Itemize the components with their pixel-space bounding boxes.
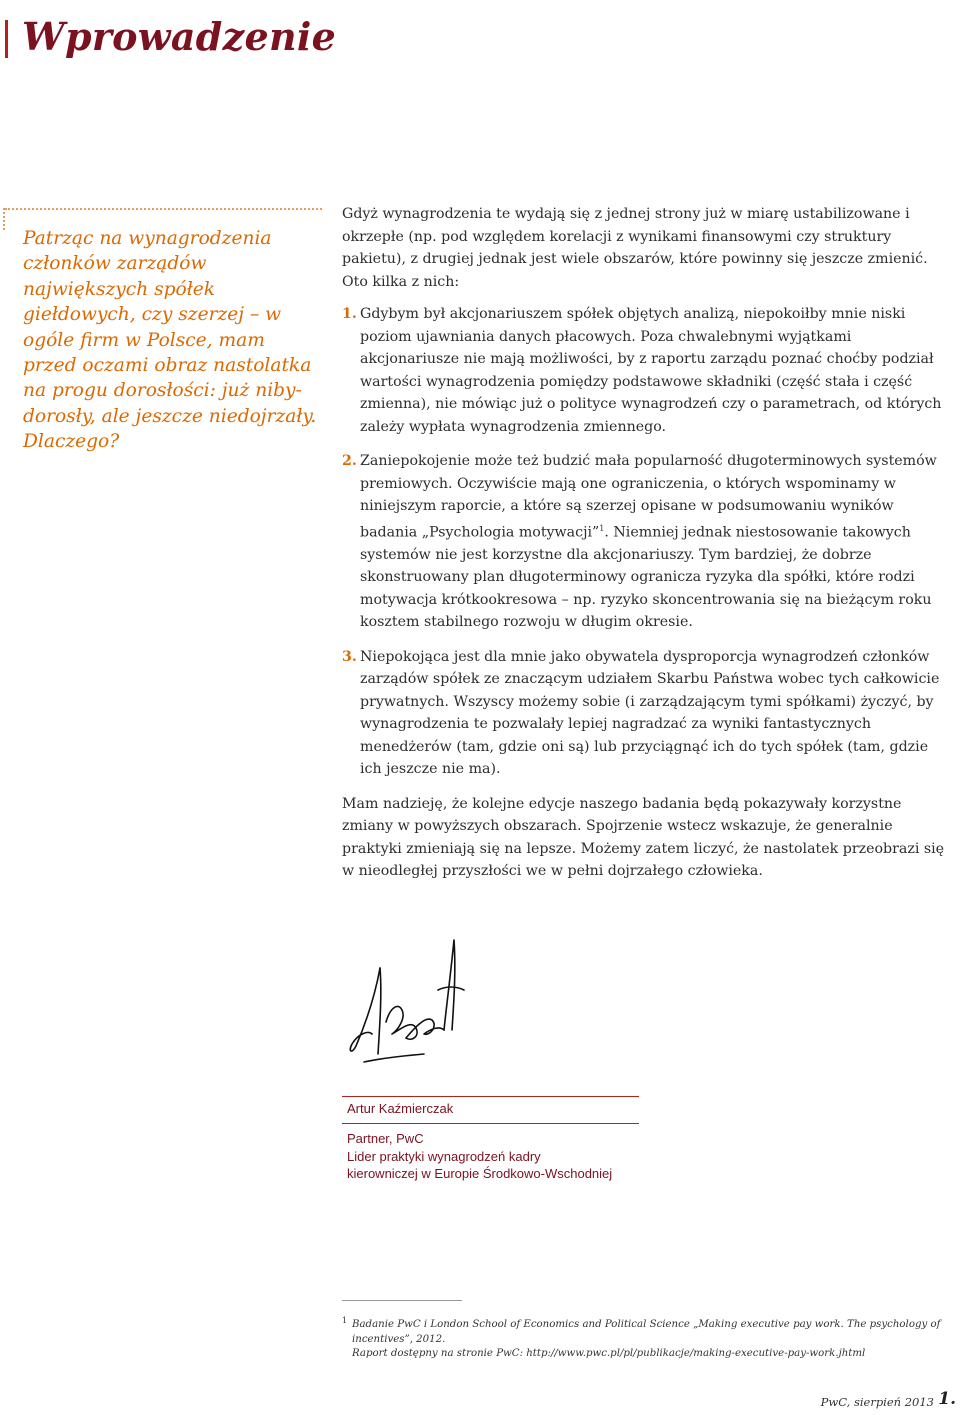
signatory-role-line: kierowniczej w Europie Środkowo-Wschodniej: [347, 1166, 613, 1181]
handwritten-signature: [342, 930, 482, 1090]
pull-quote-dotted-corner: [3, 208, 5, 230]
title-accent-bar: [5, 20, 8, 58]
pull-quote: Patrząc na wynagrodzenia członków zarządów największych spółek giełdowych, czy szerzej – w ogóle firm w Polsce, mam przed oczami obraz nastolatka na progu dorosłości: już niby-dorosły, ale jeszcze niedojrzały. Dlaczego?: [23, 228, 317, 453]
page-number: 1.: [938, 1389, 956, 1409]
list-item: [342, 646, 952, 781]
footnote-mark: 1: [342, 1316, 348, 1325]
footnote-reference: 1: [599, 523, 605, 533]
footnote: [342, 1318, 952, 1362]
signatory-role: [347, 1130, 647, 1183]
page-title: Wprowadzenie: [22, 14, 337, 59]
footnote-line: Badanie PwC i London School of Economics and Political Science „Making executive pay work. The psychology of incentives”, 2012.: [352, 1319, 941, 1345]
list-item-text: Zaniepokojenie może też budzić mała popularność długoterminowych systemów premiowych. Oczywiście mają one ograniczenia, o których wspominamy w niniejszym raporcie, a które są szerzej opisane w podsumowaniu wyników badania „Psychologia motywacji”: [360, 453, 937, 541]
footer-source: PwC, sierpień 2013: [820, 1395, 934, 1409]
pull-quote-dotted-rule: [5, 208, 322, 210]
footnote-rule: [342, 1300, 462, 1301]
intro-paragraph: Gdyż wynagrodzenia te wydają się z jednej strony już w miarę ustabilizowane i okrzepłe (np. pod względem korelacji z wynikami finansowymi czy struktury pakietu), z drugiej jednak jest wiele obszarów, które powinny się jeszcze zmienić. Oto kilka z nich:: [342, 206, 928, 290]
signature-top-rule: [342, 1096, 639, 1097]
signature-mid-rule: [342, 1123, 639, 1124]
list-number: 1.: [342, 306, 357, 322]
footnote-line: Raport dostępny na stronie PwC: http://www.pwc.pl/pl/publikacje/making-executive-pay-work.jhtml: [352, 1348, 866, 1359]
signatory-name: Artur Kaźmierczak: [347, 1101, 454, 1116]
list-number: 3.: [342, 648, 357, 665]
closing-paragraph: Mam nadzieję, że kolejne edycje naszego badania będą pokazywały korzystne zmiany w powyższych obszarach. Spojrzenie wstecz wskazuje, że generalnie praktyki zmieniają się na lepsze. Możemy zatem liczyć, że nastolatek przeobrazi się w nieodległej przyszłości we w pełni dojrzałego człowieka.: [342, 795, 945, 880]
main-text: [342, 203, 952, 883]
list-number: 2.: [342, 453, 357, 469]
list-item-text-continued: . Niemniej jednak niestosowanie takowych systemów nie jest korzystne dla akcjonariuszy. Tym bardziej, że dobrze skonstruowany plan długoterminowy ogranicza ryzyka dla spółki, które rodzi motywacja krótkookresowa – np. ryzyko skoncentrowania się na bieżącym roku kosztem stabilnego rozwoju w długim okresie.: [360, 524, 932, 631]
list-item-text: Niepokojąca jest dla mnie jako obywatela dysproporcja wynagrodzeń członków zarządów spółek ze znaczącym udziałem Skarbu Państwa wobec tych całkowicie prywatnych. Wszyscy możemy sobie (i zarządzającym tymi spółkami) życzyć, by wynagrodzenia te pozwalały lepiej nagradzać za wyniki fantastycznych menedżerów (tam, gdzie oni są) lub przyciągnąć ich do tych spółek (tam, gdzie ich jeszcze nie ma).: [360, 648, 940, 778]
list-item: [342, 303, 952, 438]
list-item: [342, 450, 952, 634]
signatory-role-line: Partner, PwC: [347, 1131, 424, 1146]
signatory-role-line: Lider praktyki wynagrodzeń kadry: [347, 1148, 541, 1164]
list-item-text: Gdybym był akcjonariuszem spółek objętych analizą, niepokoiłby mnie niski poziom ujawniania danych płacowych. Poza chwalebnymi wyjątkami akcjonariusze nie mają możliwości, by z raportu zarządu poznać choćby podział wartości wynagrodzenia pomiędzy podstawowe składniki (część stała i część zmienna), nie mówiąc już o polityce wynagrodzeń czy o parametrach, od których zależy wypłata wynagrodzenia zmiennego.: [360, 306, 942, 435]
